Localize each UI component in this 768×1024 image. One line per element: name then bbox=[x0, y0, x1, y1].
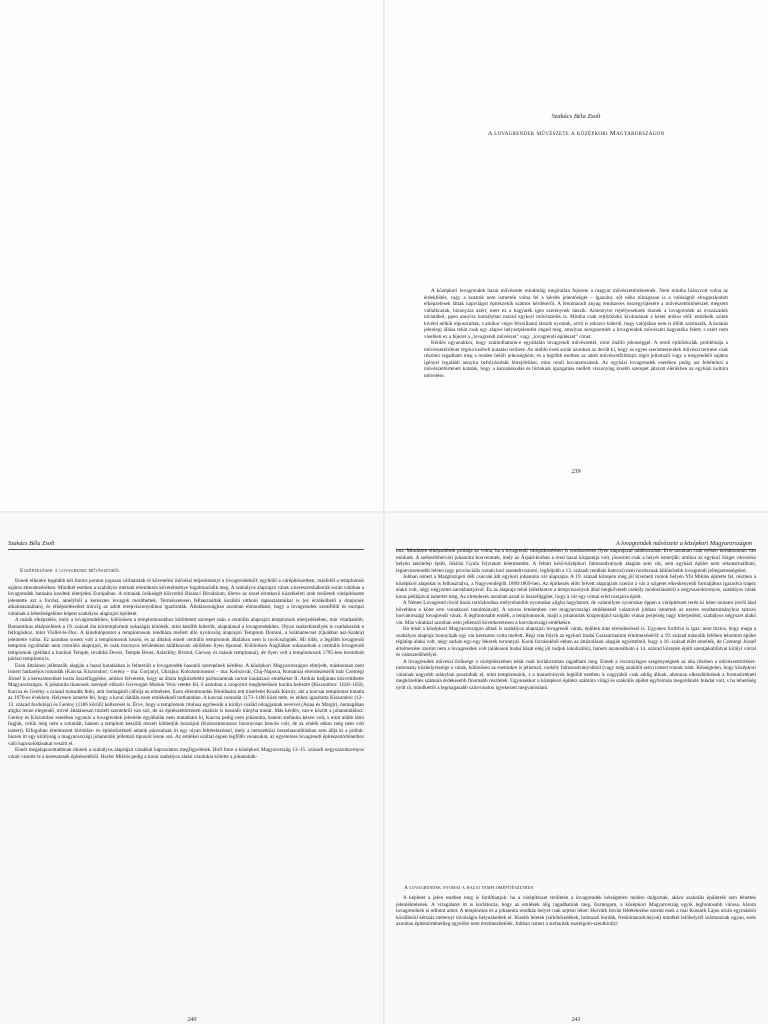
paragraph: Ha tehát a középkori Magyarországon álltak is szabályos alaprajzú lovagrendi várak, épültek más elrendezéssel is. Ugyanez fordítva is igaz: nem biztos, hogy maga a szabályos alaprajz honnyítják egy vár keresztes volta mellett. Régi vita folyik az egykori budai Császármalom értelmezéséről: a 19. század második felében lebontott épület téglalap alakú volt, négy sarkán egy-egy lekerek toronnyal. Korai forrásokból ebben az átrázolások alapján egyértelmű, hogy a 16. század előtt emelték, de Czemegi József értelmezése szerint nem a lovagrendek volt (alákusok budai házát elég jól tudjuk lokalizálni), hanem azonosítható a 14. század közepén épült szentjakabfalvai királyi várral és vámszedőhellyel. bbox=[396, 626, 756, 658]
page-241 bbox=[384, 512, 768, 1024]
body-text bbox=[8, 578, 364, 760]
page-number: 241 bbox=[571, 1017, 581, 1023]
header-rule bbox=[8, 549, 364, 550]
paragraph: A másik elképzelés, mely a lovagrendekhez, különösen a templomosokhoz kötöttetett szerepet szán a centrális alaprajzú templomok elterjedésében, már vitathatóbb. Romantikus elképzelések a 19. század óta körtemplomok sokaságát kötötték, mint később kiderült, alaptalanul a lovagrendekhez. Olyan szaktekintélyek is csatlakoztak e felfogáshoz, mint Viollet-le-Duc. A kiindulópontot a templomosok rendháza mellett álló nyolcszög alaprajzú Templum Domini, a Sziklamecset (Quabbat asz-Szahra) jelentette volna. Ez azonban sosem volt a templomosok kezén, és az általuk emelt centrális templomok általában nem is nyolcszögűek. Mi több, a legtöbb lovagrendi templom egyáltalán nem centrális alaprajzú, és csak bizonyos területeken találkozunk sűrűbben ilyen típussal. Különösen Angliában sokasodnak a centrális lovagrendi templomok (például a londoni Temple, továbbá Dover, Temple Bruer, Aslackby, Bristol, Garway és mások templomai), de ilyen volt a templomosok 1795-ben lerombolt párizsi temploma is. bbox=[8, 617, 364, 662]
paragraph: Ennek ellenére legalább két fontos ponton jogosan várhatnánk el követelési művészi teljesítményt a lovagrendektől: egyfelől a várépítészetben, másfelől a templomok sajátos elrendezésében. Mindkét esetben a szabályos mértani elrendezés követelménye fogalmazódik meg. A szabályos alaprajzú várak a keresztesháborúk során valóban a lovagrendek hatására kezdtek elterjedni Európában. A rómaiak örökségét közvetítő Bizánci Birodalom, illetve az ezzel érintkező közelkeleti arab területek várépítészete jelentette azt a forrást, amelyből a keresztes lovagok meríthettek. Természetesen felhasználták korábbi otthoni tapasztalataikat is (ez érzékelhető a donjonok alkalmazásában), és elképzeléseiket mincig az adott terepviszonyokhoz igazították. Általánosságban azonban elmondható, hogy a lovagrendek szentföldi és európai várainak a lehetőségekhez képest szabályos alaprajzú épületét. bbox=[8, 578, 364, 617]
page-number: 240 bbox=[187, 1017, 197, 1023]
section-heading: Elképzelések a lovagrendi művészetről bbox=[20, 568, 120, 574]
section-heading: A lovagrendek nyomai a hazai templomépítészetben bbox=[404, 885, 534, 891]
paragraph: Johban ismert a Margitszigeti déli csúcsán állt egykori johannita vár alaprajza. A 19. század közepén még jól kivehető romok helyén Ybl Miklós építette fel, részben a középkori alapokat is felhasználva, a Nagyvendéglőt 1868/1869-ben. Az építkezés előtt felvett alaprajzok szerint a vár a szigetet elkeskenyedő formájához igazodva trapéz alakú volt, négy négyzetes sarokbástyával. Ez az alaprajz tehát (elletkintve a terepviszonyok által megkövetelt csekély módosításától) a négyszaroktornyos, szabályos várak korai példájával ismertet meg. Az elrendezés azonban azzal is összefügghet, hogy a vár egy római erőd romjaira épült. bbox=[396, 574, 756, 600]
paragraph: A Német Lovagrend rövid hazai tartózkodása mélyrehatóbb nyomokat aligha hagyhatott, de valamilyen nyomokat éppen a várépítészet terén ki lehet mutatni (erről lásd bővebben a kötet erre vonatkozó tanulmányát). A szoros értelemben vett magyarországi emlékeknél valamivel jobban ismertek az ezeres rendtartományhoz tartozó horvátországi lovagrendi várak. A legfontosabb emlék, a templomosok, majd a johanniták központjául szolgáló vránai perjelség nagy kiterjedésű, szabályos négyszet alakú vár. Más várakkal azonban nem jellemző következetesen a horvátországi emlékekre. bbox=[396, 600, 756, 626]
paragraph: A képletet a jelen esetben meg is fordíthatjuk: ha a várépítészet területén a lovagrendek kétségtelen módon dolgoztak, akkor szakrális épületeik sem lehettek jelentéktelenek. A vizsgálatot itt is korlátozza, hogy az emlékek alig ragadhatóak meg. Esztergom, a középkori Magyarország egyik legfontosabb városa, három lovagrendnek is otthont adott. A templomos és a johannita rendház helyét csak sejteni lehet: Horváth István feltételezése szerint ezek a mai Kossuth Lajos utcán egymásból közülbelül kétszáz méternyi távolságra helyezkedtek el. Kisebb leletek (sírkőtöredékek, boltozati bordák, freskómaradványok) mindkét lelőhelyről származnak ugyan, ezek azonban építéstörténetileg egyelőre nem értelmezhetőek. Johban ismert a stefaniták esztergom-szentkirályi bbox=[396, 895, 756, 927]
body-text-bottom bbox=[396, 895, 756, 928]
chapter-author: Szakács Béla Zsolt bbox=[551, 113, 601, 120]
page-240 bbox=[0, 512, 384, 1024]
intro-text bbox=[424, 288, 728, 379]
page-seam bbox=[0, 511, 768, 513]
page-239 bbox=[384, 0, 768, 512]
body-text-top bbox=[396, 548, 756, 691]
running-head: A lovagrendek művészete a középkori Magyarországon bbox=[615, 540, 752, 547]
page-number: 239 bbox=[571, 469, 581, 475]
running-head: Szakács Béla Zsolt bbox=[8, 540, 55, 547]
paragraph: Ennél megalapozottabbnak tűnnek a szabályos alaprajzú várakkal kapcsolatos megfigyelések. Holl Imre a középkori Magyarország 13–15. századi negyszaroktornyos várait vezette le a keresztesek építészetéből. Horler Miklós pedig a korai szabályos alakú várainkat kötötte a johanniták- bbox=[8, 747, 364, 760]
paragraph: A lovagrendek művészi öröksége a várépítészetben tehát csak korlátozottan ragadható meg. Ennek a viszonylagos szegénységnek az oka részben a művészettörténet-tudomány közhelyeissége a várak, különösen az esetünkre is jellemző, csekély falmaradványokból (vagy még azokból sem) ismert romok iránt. Kétségtelen, hogy középkori várainak nagyobb arányban pusztultak el, mint templomaink, s a maradványok legtöbb esetben is nagyjából csak addig állnak, ahonnan elkezdődnének a formatörténeti megközelítés számára érdekesebb finomabb részletek. Ugyanakkor a középkori építész számára világi és szakrális épület egyformán megoldandó feladat volt, s ha lehetőség nyílt rá, mindkettőt a legmagasabb színvonalon igyekezett megvalósítani. bbox=[396, 658, 756, 691]
chapter-title: A lovagrendek művészete a középkori Magyarországon bbox=[487, 130, 665, 137]
paragraph: A középkori lovagrendek hazai művészete mindmáig megíratlan fejezete a magyar művészettörténetnek. Nem mintha hiányzott volna az érdeklődés, vagy a kutatók nem ismerték volna fel a kérdés jelentőségét – igazolni, sőt néha túlságosan is a valóságtól elrugaszkodott elképzelések láttak napvilágot építészetük számos kérdéséről. A fennmaradt anyag rendszeres összegyűjtésére a művészettörténészek mégsem vállalkoztak, bizonyára azért, mert ez a hagyaték igen szerénynek látszik. Amennyire rejtélyeseknek tűnnek a lovagrendek az évszázadok távlatából, ppen annyira homályban marad egykori művészetük is. Mintha csak rejtőzködni kívánnának a kései utókor elől: emlékeik szinte kivétel nélkül elpusztultak, s amikor végre felcsillanni látszik nyomuk, arról is sokszor kiderül, hogy valójában nem is tőlük származik. A kutatás jelenlegi állása tehát csak egy alapos helyzetjelentést enged meg, amolyan seregszemlét a lovagrendek művészeti hagyatéka felett; s ezért nem viselheti ez a fejezet a „lovagrendi művészet” vagy „lovagrendi építészet” címet. bbox=[424, 288, 728, 340]
paragraph: Kérdés ugyanakkor, hogy számolhatunk-e egyáltalán lovagrendi művészettel, mint önálló jelenséggel. A rendi építőiskolák problémája a művészettörténet régóta kedvelt kutatási területe. Az utóbbi évek során azonban az derült ki, hogy az egyes szerzetesrendek művészi termése csak részben ragadható meg a renden belüli jelenségként, és a legtöbb esetben az adott művészetföldrajzi régió jellemzői vagy a megrendelő sajátos igényei legalább annyira befolyásolták létrejöttüket, mint rendi hovatartozásuk. Az egyházi lovagrendek esetében pedig azt feltételezi a művészettörténeti kutatás, hogy a katonáskodás és birtokaik igazgatása mellett viszonylag kisebb szerepet játszott életükben az egyházi kultúra művelése. bbox=[424, 340, 728, 379]
paragraph: hoz. Mindezen elképzelések próbája az volna, ha a lovagrendi várépítkezésben is rendszeresen ilyen alaprajzzal találkoznánk. Erre azonban csak erősen korlátozottan van módunk. A székesfehérvári johannita konventnek, mely az Árpád-korban a rend hazai központja volt, jószerint csak a helyét ismerjük: amikor az egykori Sziget városrész helyén lakótelep épült, Siklósi Gyula folytatott leletmentést. A feltárt késő-középkori falmaradványok alapján sem vár, sem egyházi épület nem rekonstruálható, legnevezetesebb leletei (egy provinciális román kori szenteltvíztartó, legfeljebb a 13. századi rendház hamvai) nem hordoznak különösebb lovagrendi jellegzetességeket. bbox=[396, 548, 756, 574]
blank-page bbox=[0, 0, 384, 512]
paragraph: Ezen általános jellemzők alapján a hazai kutatásban is felmerült a lovagrendek hasonló szerepének kérdése. A középkori Magyarországon elterjedt, máshonnan nem ismert hatkaréjos rotundák (Karcsa; Kiszombor; Gerény – ma: Gorjanyi, Ukrajna; Kolozsmonostor – ma: Kolozsvár, Cluj-Napoca, Románia) elrendezéséről már Czemegi József is a keresztesekkel hozta összefüggésbe, amikor felvetette, hogy az általa legközelebbi párhuzamnak tartott kaukázusi emlékeket II. András hadjárata közvetíthette Magyarországra. A johannita tkanosok szerepét először Gervergné Molnár Vera vetette fel, ő azonban a csoportot meglehetősen korára keltezte (Kiszombor: 1020–1050, Karcsa és Gerény a század második fele), ami önmagától cáfolja az elméletet. Ezen ellentmondás feloldására tett kísérletet Kozák Károly, aki a karcsai templomot kutatta az 1970-es években. Helyesen ismerte fel, hogy a korai dátálás ezen emlékeknél tarthatatlan. A karcsai rotundát 1173–1186 közé tette, és ehhez igazította Kiszombor (12–13. század fordulója) és Gerény (1186 körüli) keltezését is. Érve, hogy a templomok titulusa egybeesik a királyi család nőtagjainak nevével (Anna és Margit), önmagában aligha lenne elegendő, mivel általánosan tisztelt szentekről van szó, de az építészettörténeti analízis is hasonló irányba mutat. Más kérdés, van-e között a johannitákhoz: Gerény és Kiszombor esetében ugyanis a lovagrendek jelenléte egyáltalán nem mutatható ki, Karcsa pedig nem johannita, hanem stefanita kézen volt, s mint alább látni fogjuk, velük még nem a rotundát, hanem a templom készülő részeit köthetjük hozzájuk (Kolozsmonostor bizonyosan bencés volt, de az emlék ekkor még nem volt ismert). Elfogultan értelmezett birtoklás- és építéstörténeti adatok párosulnak itt egy olyan feltételezéssel, mely a nemzetközi összehasonlításban sem állja ki a próbát: hiszen itt egy királyság a magyarországi johanniták jellemző típusról lenne szó. Az emlékei ezáltal éppen legfőbb vonásukat, az egyetemes lovagrendi építészettörténethez való kapcsolódásukat veszíti el. bbox=[8, 662, 364, 747]
